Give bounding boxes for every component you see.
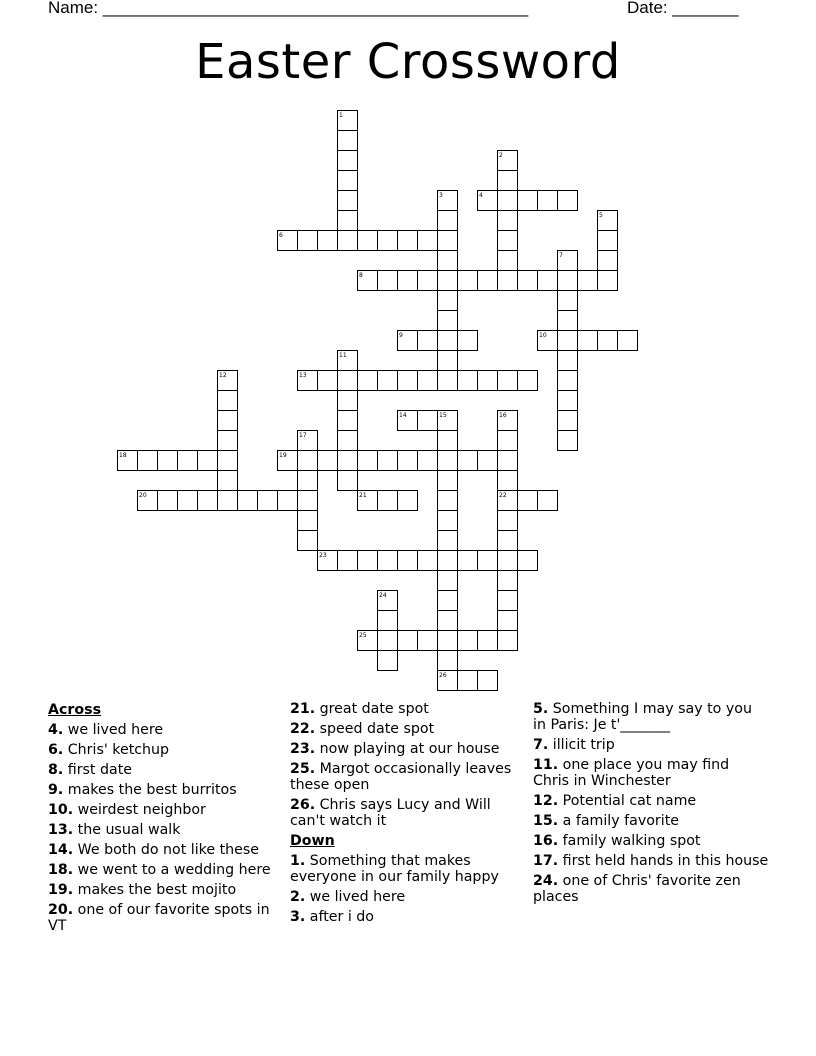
grid-cell[interactable] bbox=[478, 551, 498, 571]
clue-number-4: 4 bbox=[479, 192, 483, 199]
grid-cell[interactable] bbox=[458, 451, 478, 471]
grid-cell[interactable] bbox=[298, 471, 318, 491]
grid-cell[interactable] bbox=[318, 371, 338, 391]
clue-number-12: 12 bbox=[219, 372, 227, 379]
grid-cell[interactable] bbox=[338, 211, 358, 231]
grid-cell[interactable] bbox=[498, 271, 518, 291]
grid-cell[interactable] bbox=[498, 631, 518, 651]
clue-item bbox=[533, 853, 769, 869]
grid-cell[interactable] bbox=[538, 191, 558, 211]
clue-number-24: 24 bbox=[379, 592, 387, 599]
clue-number: 7. bbox=[533, 737, 549, 753]
grid-cell[interactable] bbox=[138, 451, 158, 471]
grid-cell[interactable] bbox=[458, 551, 478, 571]
clue-number: 24. bbox=[533, 873, 559, 889]
clue-item bbox=[290, 701, 526, 717]
grid-cell[interactable] bbox=[438, 231, 458, 251]
grid-cell[interactable] bbox=[178, 451, 198, 471]
clue-item bbox=[48, 822, 284, 838]
grid-cell[interactable] bbox=[338, 171, 358, 191]
clue-item bbox=[533, 701, 769, 733]
grid-cell[interactable] bbox=[458, 631, 478, 651]
grid-cell[interactable] bbox=[558, 351, 578, 371]
clue-item bbox=[533, 813, 769, 829]
clue-number: 10. bbox=[48, 802, 74, 818]
grid-cell[interactable] bbox=[378, 451, 398, 471]
grid-cell[interactable] bbox=[398, 371, 418, 391]
clue-column-3 bbox=[533, 701, 769, 909]
grid-cell[interactable] bbox=[478, 451, 498, 471]
clue-text: one of Chris' favorite zen places bbox=[533, 873, 741, 905]
clue-text: Margot occasionally leaves these open bbox=[290, 761, 512, 793]
clue-item bbox=[290, 741, 526, 757]
clue-number-7: 7 bbox=[559, 252, 563, 259]
name-field[interactable]: Name: _____________________________________________ bbox=[48, 0, 529, 17]
clue-item bbox=[533, 757, 769, 789]
clue-text: illicit trip bbox=[548, 737, 615, 753]
grid-cell[interactable] bbox=[558, 311, 578, 331]
grid-cell[interactable] bbox=[198, 491, 218, 511]
grid-cell[interactable] bbox=[458, 371, 478, 391]
grid-cell[interactable] bbox=[518, 551, 538, 571]
clue-number: 21. bbox=[290, 701, 316, 717]
grid-cell[interactable] bbox=[438, 291, 458, 311]
grid-cell[interactable] bbox=[438, 511, 458, 531]
clue-item bbox=[48, 802, 284, 818]
clue-number: 3. bbox=[290, 909, 306, 925]
clue-text: family walking spot bbox=[558, 833, 701, 849]
clue-number-16: 16 bbox=[499, 412, 507, 419]
grid-cell[interactable] bbox=[418, 371, 438, 391]
clue-text: Something that makes everyone in our family happy bbox=[290, 853, 499, 885]
grid-cell[interactable] bbox=[398, 631, 418, 651]
clue-text: makes the best mojito bbox=[73, 882, 237, 898]
grid-cell[interactable] bbox=[518, 191, 538, 211]
clue-number: 9. bbox=[48, 782, 64, 798]
clue-text: speed date spot bbox=[315, 721, 435, 737]
clue-number: 5. bbox=[533, 701, 549, 717]
grid-cell[interactable] bbox=[598, 251, 618, 271]
clue-number: 2. bbox=[290, 889, 306, 905]
clue-number: 11. bbox=[533, 757, 559, 773]
grid-cell[interactable] bbox=[618, 331, 638, 351]
clue-number-18: 18 bbox=[119, 452, 127, 459]
clue-number: 13. bbox=[48, 822, 74, 838]
grid-cell[interactable] bbox=[378, 271, 398, 291]
grid-cell[interactable] bbox=[418, 231, 438, 251]
clue-number: 23. bbox=[290, 741, 316, 757]
clue-number: 15. bbox=[533, 813, 559, 829]
grid-cell[interactable] bbox=[338, 411, 358, 431]
grid-cell[interactable] bbox=[498, 171, 518, 191]
clue-item bbox=[290, 761, 526, 793]
grid-cell[interactable] bbox=[218, 471, 238, 491]
clue-text: Potential cat name bbox=[558, 793, 697, 809]
clue-item bbox=[533, 737, 769, 753]
grid-cell[interactable] bbox=[498, 231, 518, 251]
grid-cell[interactable] bbox=[438, 431, 458, 451]
clue-item bbox=[533, 833, 769, 849]
grid-cell[interactable] bbox=[398, 451, 418, 471]
grid-cell[interactable] bbox=[558, 191, 578, 211]
grid-cell[interactable] bbox=[338, 471, 358, 491]
grid-cell[interactable] bbox=[298, 231, 318, 251]
grid-cell[interactable] bbox=[278, 491, 298, 511]
grid-cell[interactable] bbox=[338, 191, 358, 211]
clue-text: one of our favorite spots in VT bbox=[48, 902, 270, 934]
clue-number-23: 23 bbox=[319, 552, 327, 559]
grid-cell[interactable] bbox=[538, 271, 558, 291]
grid-cell[interactable] bbox=[338, 151, 358, 171]
grid-cell[interactable] bbox=[498, 471, 518, 491]
grid-cell[interactable] bbox=[498, 531, 518, 551]
grid-cell[interactable] bbox=[338, 551, 358, 571]
clue-number-2: 2 bbox=[499, 152, 503, 159]
clue-text: after i do bbox=[305, 909, 374, 925]
grid-cell[interactable] bbox=[318, 231, 338, 251]
clue-number-11: 11 bbox=[339, 352, 347, 359]
grid-cell[interactable] bbox=[378, 551, 398, 571]
grid-cell[interactable] bbox=[438, 311, 458, 331]
grid-cell[interactable] bbox=[238, 491, 258, 511]
grid-cell[interactable] bbox=[338, 131, 358, 151]
grid-cell[interactable] bbox=[338, 451, 358, 471]
clue-text: weirdest neighbor bbox=[73, 802, 206, 818]
grid-cell[interactable] bbox=[498, 571, 518, 591]
grid-cell[interactable] bbox=[578, 271, 598, 291]
grid-cell[interactable] bbox=[458, 671, 478, 691]
clue-number: 6. bbox=[48, 742, 64, 758]
grid-cell[interactable] bbox=[298, 531, 318, 551]
clue-number: 18. bbox=[48, 862, 74, 878]
grid-cell[interactable] bbox=[438, 351, 458, 371]
grid-cell[interactable] bbox=[378, 371, 398, 391]
clue-text: we lived here bbox=[305, 889, 406, 905]
grid-cell[interactable] bbox=[158, 451, 178, 471]
clue-text: we went to a wedding here bbox=[73, 862, 271, 878]
grid-cell[interactable] bbox=[478, 271, 498, 291]
clue-text: makes the best burritos bbox=[63, 782, 237, 798]
grid-cell[interactable] bbox=[198, 451, 218, 471]
clue-number-19: 19 bbox=[279, 452, 287, 459]
clue-item bbox=[533, 873, 769, 905]
grid-cell[interactable] bbox=[498, 551, 518, 571]
grid-cell[interactable] bbox=[518, 271, 538, 291]
grid-cell[interactable] bbox=[438, 211, 458, 231]
grid-cell[interactable] bbox=[478, 671, 498, 691]
clue-number: 14. bbox=[48, 842, 74, 858]
clue-column-2 bbox=[290, 701, 526, 929]
across-heading: Across bbox=[48, 702, 102, 718]
clue-text: now playing at our house bbox=[315, 741, 500, 757]
clue-item bbox=[48, 842, 284, 858]
grid-cell[interactable] bbox=[518, 371, 538, 391]
grid-cell[interactable] bbox=[358, 371, 378, 391]
clue-number-17: 17 bbox=[299, 432, 307, 439]
grid-cell[interactable] bbox=[218, 391, 238, 411]
clue-item bbox=[48, 882, 284, 898]
clue-number-15: 15 bbox=[439, 412, 447, 419]
grid-cell[interactable] bbox=[398, 231, 418, 251]
grid-cell[interactable] bbox=[558, 331, 578, 351]
clue-item bbox=[290, 797, 526, 829]
grid-cell[interactable] bbox=[498, 451, 518, 471]
clue-number-9: 9 bbox=[399, 332, 403, 339]
clue-number-1: 1 bbox=[339, 112, 343, 119]
grid-cell[interactable] bbox=[498, 431, 518, 451]
clue-number-22: 22 bbox=[499, 492, 507, 499]
clue-number-3: 3 bbox=[439, 192, 443, 199]
clue-number: 19. bbox=[48, 882, 74, 898]
grid-cell[interactable] bbox=[338, 431, 358, 451]
grid-cell[interactable] bbox=[378, 231, 398, 251]
clue-item bbox=[48, 862, 284, 878]
clue-number-6: 6 bbox=[279, 232, 283, 239]
grid-cell[interactable] bbox=[298, 511, 318, 531]
grid-cell[interactable] bbox=[538, 491, 558, 511]
grid-cell[interactable] bbox=[438, 571, 458, 591]
grid-cell[interactable] bbox=[338, 391, 358, 411]
grid-cell[interactable] bbox=[398, 551, 418, 571]
clue-number: 16. bbox=[533, 833, 559, 849]
grid-cell[interactable] bbox=[438, 651, 458, 671]
down-heading: Down bbox=[290, 833, 335, 849]
clue-text: first date bbox=[63, 762, 133, 778]
clue-number-14: 14 bbox=[399, 412, 407, 419]
grid-cell[interactable] bbox=[338, 371, 358, 391]
clue-text: one place you may find Chris in Winchester bbox=[533, 757, 730, 789]
grid-cell[interactable] bbox=[418, 631, 438, 651]
grid-cell[interactable] bbox=[398, 491, 418, 511]
clue-number-8: 8 bbox=[359, 272, 363, 279]
date-field[interactable]: Date: _______ bbox=[627, 0, 739, 17]
clue-number: 4. bbox=[48, 722, 64, 738]
clue-item bbox=[48, 722, 284, 738]
grid-cell[interactable] bbox=[498, 511, 518, 531]
grid-cell[interactable] bbox=[378, 491, 398, 511]
grid-cell[interactable] bbox=[558, 391, 578, 411]
grid-cell[interactable] bbox=[358, 451, 378, 471]
grid-cell[interactable] bbox=[418, 451, 438, 471]
grid-cell[interactable] bbox=[438, 591, 458, 611]
grid-cell[interactable] bbox=[378, 651, 398, 671]
clue-text: the usual walk bbox=[73, 822, 181, 838]
clue-number-21: 21 bbox=[359, 492, 367, 499]
grid-cell[interactable] bbox=[378, 611, 398, 631]
clue-number: 1. bbox=[290, 853, 306, 869]
clue-text: first held hands in this house bbox=[558, 853, 769, 869]
grid-cell[interactable] bbox=[298, 451, 318, 471]
clue-text: a family favorite bbox=[558, 813, 679, 829]
grid-cell[interactable] bbox=[298, 491, 318, 511]
grid-cell[interactable] bbox=[598, 331, 618, 351]
grid-cell[interactable] bbox=[558, 371, 578, 391]
clue-text: Something I may say to you in Paris: Je t'_______ bbox=[533, 701, 752, 733]
grid-cell[interactable] bbox=[438, 471, 458, 491]
grid-cell[interactable] bbox=[438, 611, 458, 631]
grid-cell[interactable] bbox=[598, 271, 618, 291]
clue-text: we lived here bbox=[63, 722, 164, 738]
clue-number-26: 26 bbox=[439, 672, 447, 679]
clue-number-25: 25 bbox=[359, 632, 367, 639]
clue-item bbox=[290, 853, 526, 885]
grid-cell[interactable] bbox=[218, 431, 238, 451]
clue-item bbox=[290, 909, 526, 925]
grid-cell[interactable] bbox=[558, 431, 578, 451]
grid-cell[interactable] bbox=[418, 411, 438, 431]
clue-item bbox=[48, 762, 284, 778]
grid-cell[interactable] bbox=[418, 271, 438, 291]
grid-cell[interactable] bbox=[438, 631, 458, 651]
clue-text: Chris says Lucy and Will can't watch it bbox=[290, 797, 491, 829]
grid-cell[interactable] bbox=[578, 331, 598, 351]
grid-cell[interactable] bbox=[438, 551, 458, 571]
grid-cell[interactable] bbox=[178, 491, 198, 511]
clue-number: 25. bbox=[290, 761, 316, 777]
grid-cell[interactable] bbox=[318, 451, 338, 471]
clue-text: We both do not like these bbox=[73, 842, 260, 858]
clue-number: 22. bbox=[290, 721, 316, 737]
grid-cell[interactable] bbox=[518, 491, 538, 511]
clue-number: 8. bbox=[48, 762, 64, 778]
clue-number-10: 10 bbox=[539, 332, 547, 339]
page-title: Easter Crossword bbox=[195, 34, 621, 90]
clue-number-20: 20 bbox=[139, 492, 147, 499]
grid-cell[interactable] bbox=[558, 271, 578, 291]
grid-cell[interactable] bbox=[438, 491, 458, 511]
grid-cell[interactable] bbox=[438, 251, 458, 271]
grid-cell[interactable] bbox=[438, 371, 458, 391]
grid-cell[interactable] bbox=[258, 491, 278, 511]
clue-item bbox=[290, 721, 526, 737]
grid-cell[interactable] bbox=[438, 331, 458, 351]
grid-cell[interactable] bbox=[558, 411, 578, 431]
clue-column-1 bbox=[48, 701, 284, 938]
clue-item bbox=[48, 742, 284, 758]
grid-cell[interactable] bbox=[598, 231, 618, 251]
grid-cell[interactable] bbox=[498, 211, 518, 231]
grid-cell[interactable] bbox=[218, 451, 238, 471]
grid-cell[interactable] bbox=[438, 531, 458, 551]
grid-cell[interactable] bbox=[558, 291, 578, 311]
clue-number-5: 5 bbox=[599, 212, 603, 219]
clue-item bbox=[290, 889, 526, 905]
grid-cell[interactable] bbox=[338, 231, 358, 251]
clue-item bbox=[48, 782, 284, 798]
grid-cell[interactable] bbox=[358, 551, 378, 571]
grid-cell[interactable] bbox=[438, 271, 458, 291]
grid-cell[interactable] bbox=[438, 451, 458, 471]
grid-cell[interactable] bbox=[498, 371, 518, 391]
clue-number-13: 13 bbox=[299, 372, 307, 379]
grid-cell[interactable] bbox=[358, 231, 378, 251]
clue-item bbox=[48, 902, 284, 934]
grid-cell[interactable] bbox=[478, 371, 498, 391]
clue-text: Chris' ketchup bbox=[63, 742, 170, 758]
grid-cell[interactable] bbox=[458, 271, 478, 291]
grid-cell[interactable] bbox=[158, 491, 178, 511]
grid-cell[interactable] bbox=[218, 491, 238, 511]
clue-number: 17. bbox=[533, 853, 559, 869]
grid-cell[interactable] bbox=[458, 331, 478, 351]
clue-text: great date spot bbox=[315, 701, 429, 717]
grid-cell[interactable] bbox=[218, 411, 238, 431]
clue-item bbox=[533, 793, 769, 809]
grid-cell[interactable] bbox=[498, 191, 518, 211]
grid-cell[interactable] bbox=[378, 631, 398, 651]
grid-cell[interactable] bbox=[398, 271, 418, 291]
clue-number: 12. bbox=[533, 793, 559, 809]
clue-number: 20. bbox=[48, 902, 74, 918]
grid-cell[interactable] bbox=[498, 591, 518, 611]
grid-cell[interactable] bbox=[498, 611, 518, 631]
clue-number: 26. bbox=[290, 797, 316, 813]
grid-cell[interactable] bbox=[478, 631, 498, 651]
grid-cell[interactable] bbox=[498, 251, 518, 271]
grid-cell[interactable] bbox=[418, 331, 438, 351]
grid-cell[interactable] bbox=[418, 551, 438, 571]
